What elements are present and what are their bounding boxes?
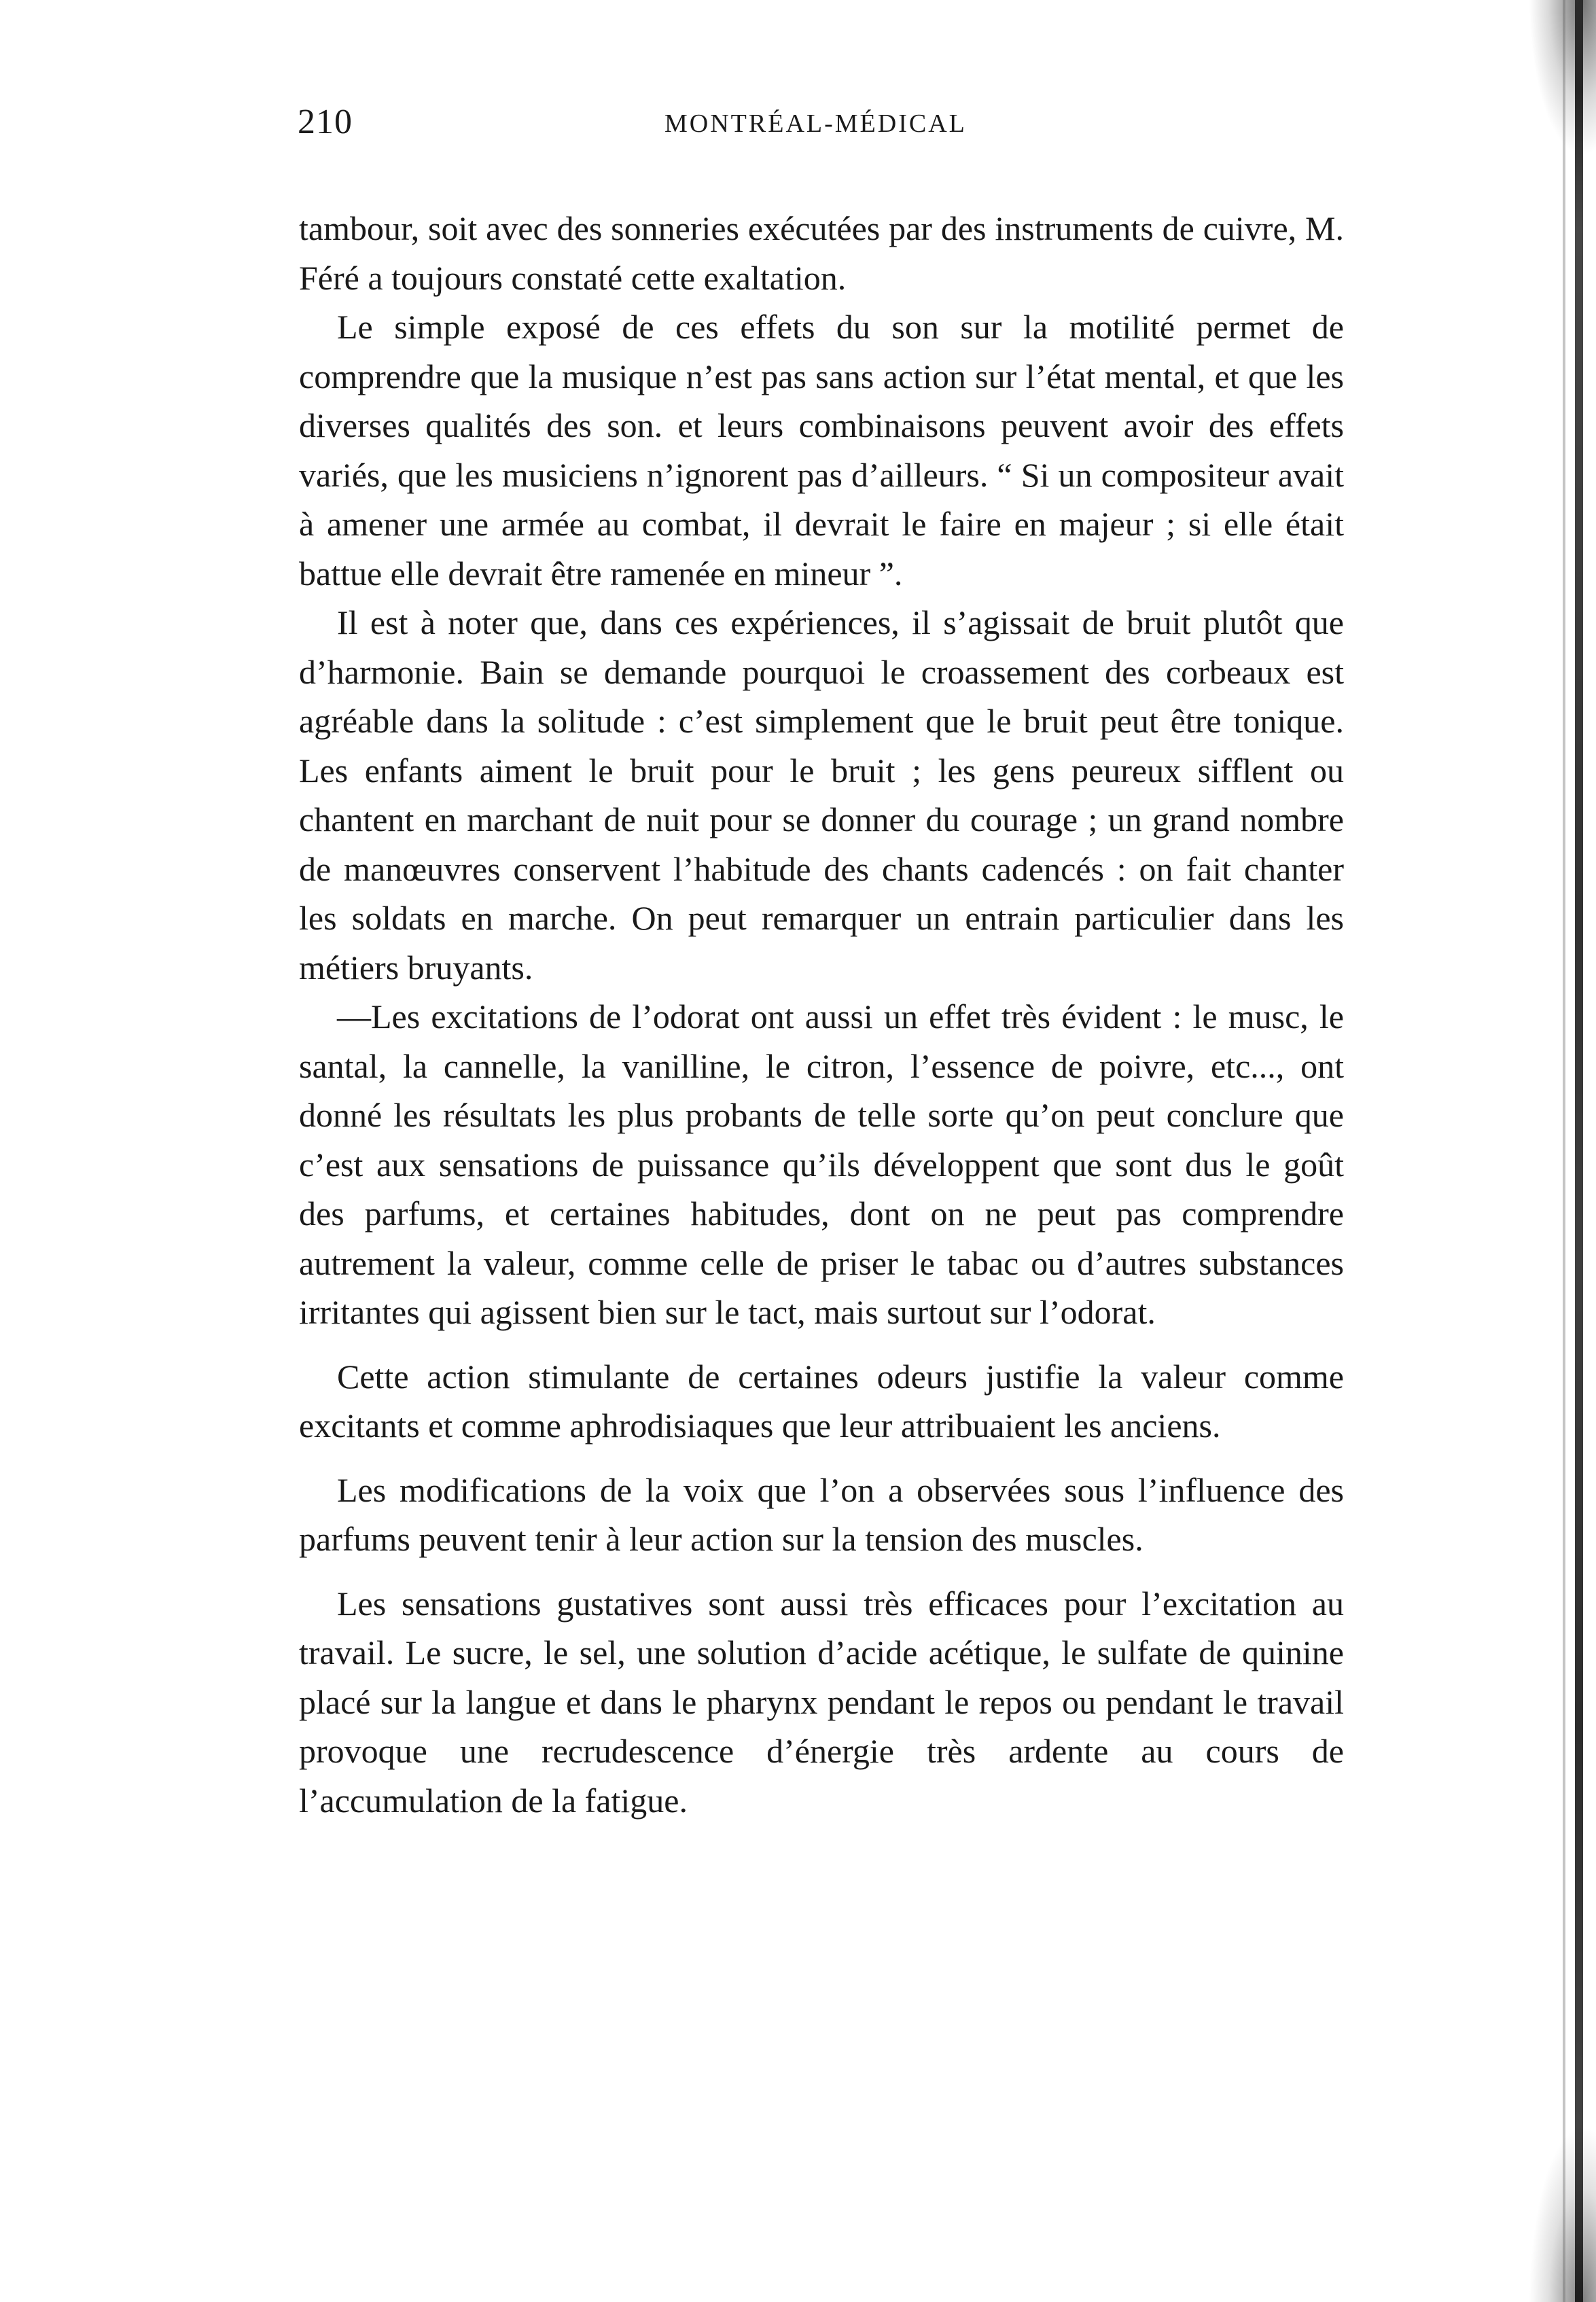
page-number: 210: [298, 103, 353, 141]
scan-edge-line: [1563, 0, 1565, 2302]
running-title: MONTRÉAL-MÉDICAL: [664, 109, 967, 138]
paragraph: Cette action stimulante de certaines odeurs justifie la valeur comme excitants et comme aphrodisiaques que leur attribuaient les anciens.: [299, 1357, 1344, 1445]
page-header: [298, 102, 1344, 156]
paragraph: Le simple exposé de ces effets du son sur la motilité permet de comprendre que la musique n’est pas sans action sur l’état mental, et que les diverses qualités des son. et leurs combinaisons peuvent avoir des effets variés, que les musiciens n’ignorent pas d’ailleurs. “ Si un compositeur avait à amener une armée au combat, il devrait le faire en majeur ; si elle était battue elle devrait être ramenée en mineur ”.: [299, 308, 1344, 592]
body-text: [299, 204, 1344, 1825]
paragraph: tambour, soit avec des sonneries exécutées par des instruments de cuivre, M. Féré a toujours constaté cette exaltation.: [299, 209, 1344, 297]
paragraph: Il est à noter que, dans ces expériences, il s’agissait de bruit plutôt que d’harmonie. Bain se demande pourquoi le croassement des corbeaux est agréable dans la solitude : c’est simplement que le bruit peut être tonique. Les enfants aiment le bruit pour le bruit ; les gens peureux sifflent ou chantent en marchant de nuit pour se donner du courage ; un grand nombre de manœuvres conservent l’habitude des chants cadencés : on fait chanter les soldats en marche. On peut remarquer un entrain particulier dans les métiers bruyants.: [299, 603, 1344, 987]
paragraph: Les modifications de la voix que l’on a observées sous l’influence des parfums peuvent tenir à leur action sur la tension des muscles.: [299, 1470, 1344, 1558]
paragraph: —Les excitations de l’odorat ont aussi un effet très évident : le musc, le santal, la cannelle, la vanilline, le citron, l’essence de poivre, etc..., ont donné les résultats les plus probants de telle sorte qu’on peut conclure que c’est aux sensations de puissance qu’ils développent que sont dus le goût des parfums, et certaines habitudes, dont on ne peut pas comprendre autrement la valeur, comme celle de priser le tabac ou d’autres substances irritantes qui agissent bien sur le tact, mais surtout sur l’odorat.: [299, 997, 1344, 1331]
scan-edge: [1575, 0, 1583, 2302]
paragraph: Les sensations gustatives sont aussi très efficaces pour l’excitation au travail. Le sucre, le sel, une solution d’acide acétique, le sulfate de quinine placé sur la langue et dans le pharynx pendant le repos ou pendant le travail provoque une recrudescence d’énergie très ardente au cours de l’accumulation de la fatigue.: [299, 1584, 1344, 1820]
